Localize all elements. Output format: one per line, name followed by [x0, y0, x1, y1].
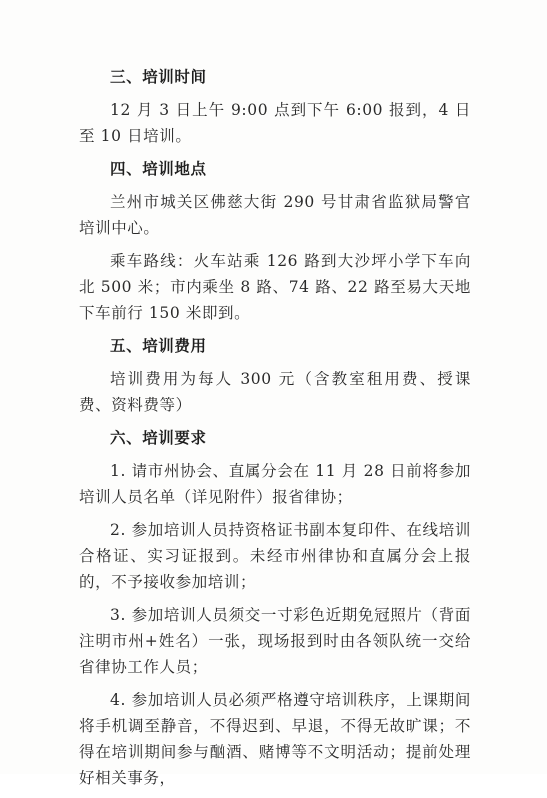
- paragraph: 乘车路线：火车站乘 126 路到大沙坪小学下车向北 500 米；市内乘坐 8 路、74 路、22 路至易大天地下车前行 150 米即到。: [79, 252, 471, 322]
- section-heading: 四、培训地点: [110, 160, 207, 178]
- paragraph: 4. 参加培训人员必须严格遵守培训秩序，上课期间将手机调至静音，不得迟到、早退，不得无故旷课；不得在培训期间参与酗酒、赌博等不文明活动；提前处理好相关事务，: [79, 691, 471, 787]
- section-training-requirements: [79, 425, 471, 791]
- paragraph: 3. 参加培训人员须交一寸彩色近期免冠照片（背面注明市州+姓名）一张，现场报到时由各领队统一交给省律协工作人员；: [79, 606, 471, 676]
- section-heading: 五、培训费用: [110, 337, 207, 355]
- paragraph: 2. 参加培训人员持资格证书副本复印件、在线培训合格证、实习证报到。未经市州律协和直属分会上报的，不予接收参加培训；: [79, 521, 471, 591]
- paragraph: 1. 请市州协会、直属分会在 11 月 28 日前将参加培训人员名单（详见附件）报省律协；: [79, 462, 471, 506]
- section-heading: 六、培训要求: [110, 429, 207, 447]
- document-body: [79, 64, 471, 798]
- paragraph: 兰州市城关区佛慈大街 290 号甘肃省监狱局警官培训中心。: [79, 193, 471, 237]
- section-training-fee: [79, 333, 471, 418]
- section-training-time: [79, 64, 471, 149]
- paragraph: 培训费用为每人 300 元（含教室租用费、授课费、资料费等）: [79, 370, 471, 414]
- paragraph: 12 月 3 日上午 9:00 点到下午 6:00 报到，4 日至 10 日培训。: [79, 101, 471, 145]
- section-training-location: [79, 156, 471, 326]
- section-heading: 三、培训时间: [110, 68, 207, 86]
